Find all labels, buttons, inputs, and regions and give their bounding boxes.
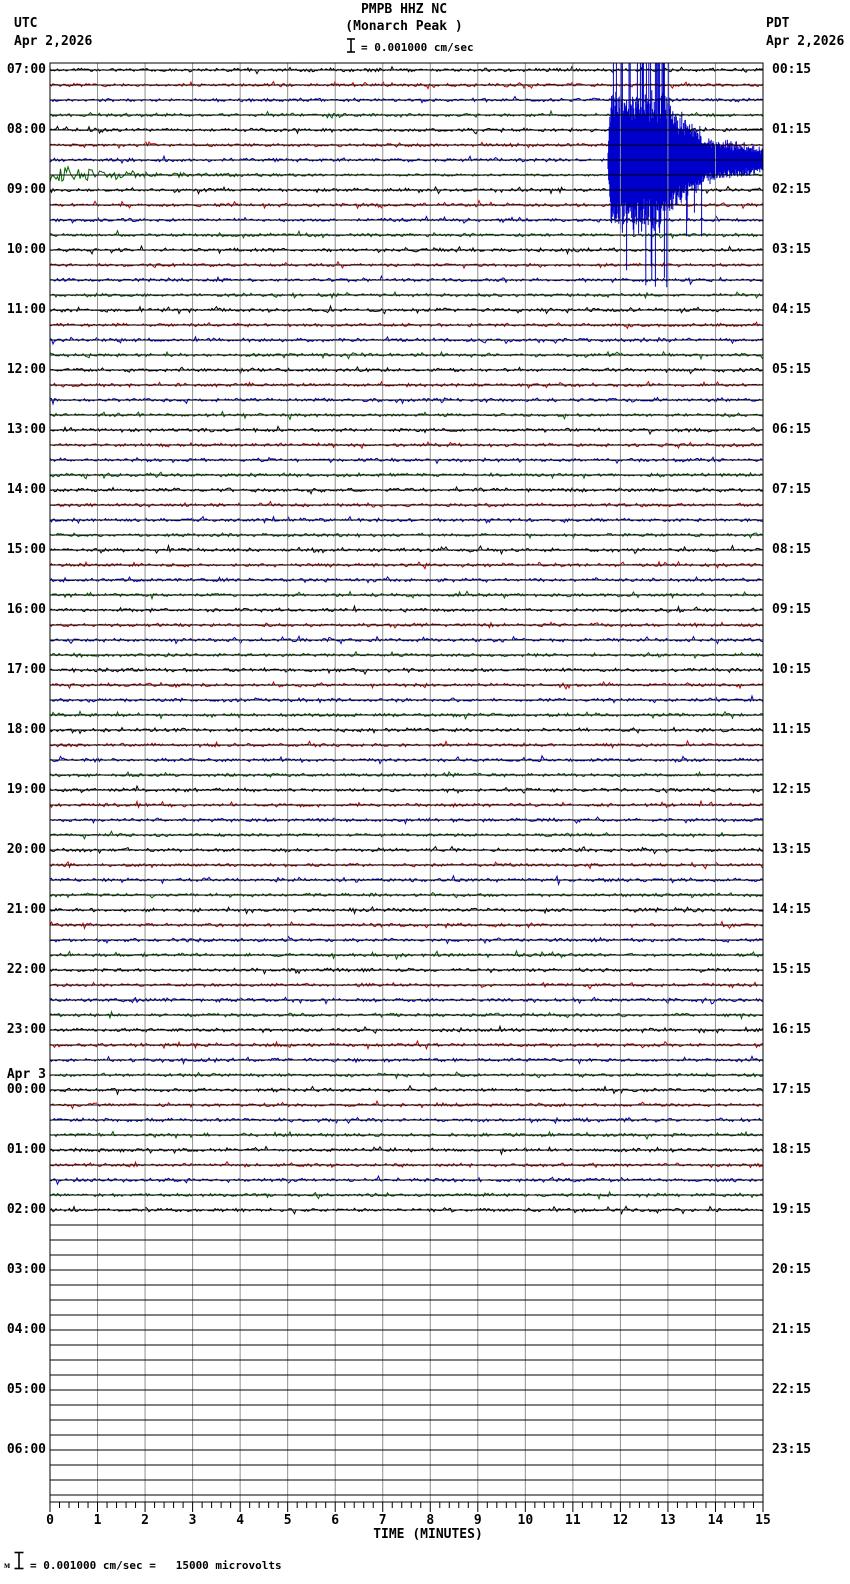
utc-time-label: 00:00 xyxy=(6,1082,46,1097)
local-time-label: 02:15 xyxy=(772,182,812,197)
utc-time-label: 17:00 xyxy=(6,662,46,677)
minute-tick-label: 8 xyxy=(426,1513,435,1528)
local-time-label: 12:15 xyxy=(772,782,812,797)
minute-tick-label: 12 xyxy=(612,1513,629,1528)
footer-scale-bar-icon xyxy=(13,1551,25,1570)
local-time-label: 18:15 xyxy=(772,1142,812,1157)
minute-tick-label: 4 xyxy=(236,1513,245,1528)
minute-tick-label: 9 xyxy=(473,1513,482,1528)
local-time-label: 11:15 xyxy=(772,722,812,737)
utc-time-label: 03:00 xyxy=(6,1262,46,1277)
local-time-label: 10:15 xyxy=(772,662,812,677)
minute-tick-label: 13 xyxy=(660,1513,676,1528)
utc-time-label: 06:00 xyxy=(6,1442,46,1457)
footer-marker: ᴍ xyxy=(4,1561,11,1571)
utc-time-label: 12:00 xyxy=(6,362,46,377)
utc-time-label: 23:00 xyxy=(6,1022,46,1037)
utc-time-label: 13:00 xyxy=(6,422,46,437)
local-time-label: 21:15 xyxy=(772,1322,812,1337)
utc-time-label: 10:00 xyxy=(6,242,46,257)
local-time-label: 15:15 xyxy=(772,962,812,977)
utc-label: UTC xyxy=(14,16,38,31)
utc-time-label: 16:00 xyxy=(6,602,46,617)
minute-tick-label: 14 xyxy=(707,1513,724,1528)
minute-tick-label: 10 xyxy=(517,1513,534,1528)
utc-time-label: 20:00 xyxy=(6,842,46,857)
utc-time-label: 14:00 xyxy=(6,482,46,497)
local-time-label: 09:15 xyxy=(772,602,812,617)
minute-tick-label: 11 xyxy=(565,1513,581,1528)
time-axis-label: TIME (MINUTES) xyxy=(373,1527,483,1542)
minute-tick-label: 5 xyxy=(283,1513,292,1528)
minute-tick-label: 2 xyxy=(141,1513,149,1528)
local-time-label: 22:15 xyxy=(772,1382,812,1397)
utc-time-label: 01:00 xyxy=(6,1142,46,1157)
local-time-label: 04:15 xyxy=(772,302,812,317)
scale-label: = 0.001000 cm/sec xyxy=(361,41,474,54)
minute-tick-label: 3 xyxy=(188,1513,197,1528)
local-time-label: 14:15 xyxy=(772,902,812,917)
local-time-label: 23:15 xyxy=(772,1442,812,1457)
local-time-label: 17:15 xyxy=(772,1082,812,1097)
utc-time-label: 15:00 xyxy=(6,542,46,557)
minute-tick-label: 6 xyxy=(331,1513,340,1528)
utc-time-label: 22:00 xyxy=(6,962,46,977)
pdt-date: Apr 2,2026 xyxy=(766,34,845,49)
local-time-label: 08:15 xyxy=(772,542,812,557)
station-code: PMPB HHZ NC xyxy=(360,2,448,17)
utc-time-label: 04:00 xyxy=(6,1322,46,1337)
utc-time-label: 02:00 xyxy=(6,1202,46,1217)
utc-time-label: 08:00 xyxy=(6,122,46,137)
local-time-label: 05:15 xyxy=(772,362,812,377)
utc-time-label: 21:00 xyxy=(6,902,46,917)
utc-time-label: 09:00 xyxy=(6,182,46,197)
local-time-label: 03:15 xyxy=(772,242,812,257)
utc-time-label: 18:00 xyxy=(6,722,46,737)
utc-time-label: 07:00 xyxy=(6,62,46,77)
local-time-label: 07:15 xyxy=(772,482,812,497)
minute-tick-label: 15 xyxy=(755,1513,771,1528)
utc-time-label: 11:00 xyxy=(6,302,46,317)
local-time-label: 00:15 xyxy=(772,62,812,77)
date-break-label: Apr 3 xyxy=(6,1067,46,1082)
minute-tick-label: 1 xyxy=(93,1513,102,1528)
utc-date: Apr 2,2026 xyxy=(14,34,93,49)
utc-time-label: 19:00 xyxy=(6,782,46,797)
local-time-label: 19:15 xyxy=(772,1202,812,1217)
utc-time-label: 05:00 xyxy=(6,1382,46,1397)
pdt-label: PDT xyxy=(766,16,790,31)
minute-tick-label: 0 xyxy=(46,1513,54,1528)
local-time-label: 01:15 xyxy=(772,122,812,137)
local-time-label: 16:15 xyxy=(772,1022,812,1037)
minute-tick-label: 7 xyxy=(378,1513,387,1528)
local-time-label: 06:15 xyxy=(772,422,812,437)
local-time-label: 20:15 xyxy=(772,1262,812,1277)
local-time-label: 13:15 xyxy=(772,842,812,857)
station-name: (Monarch Peak ) xyxy=(345,19,463,34)
footer-scale-note: = 0.001000 cm/sec = 15000 microvolts xyxy=(30,1559,282,1572)
